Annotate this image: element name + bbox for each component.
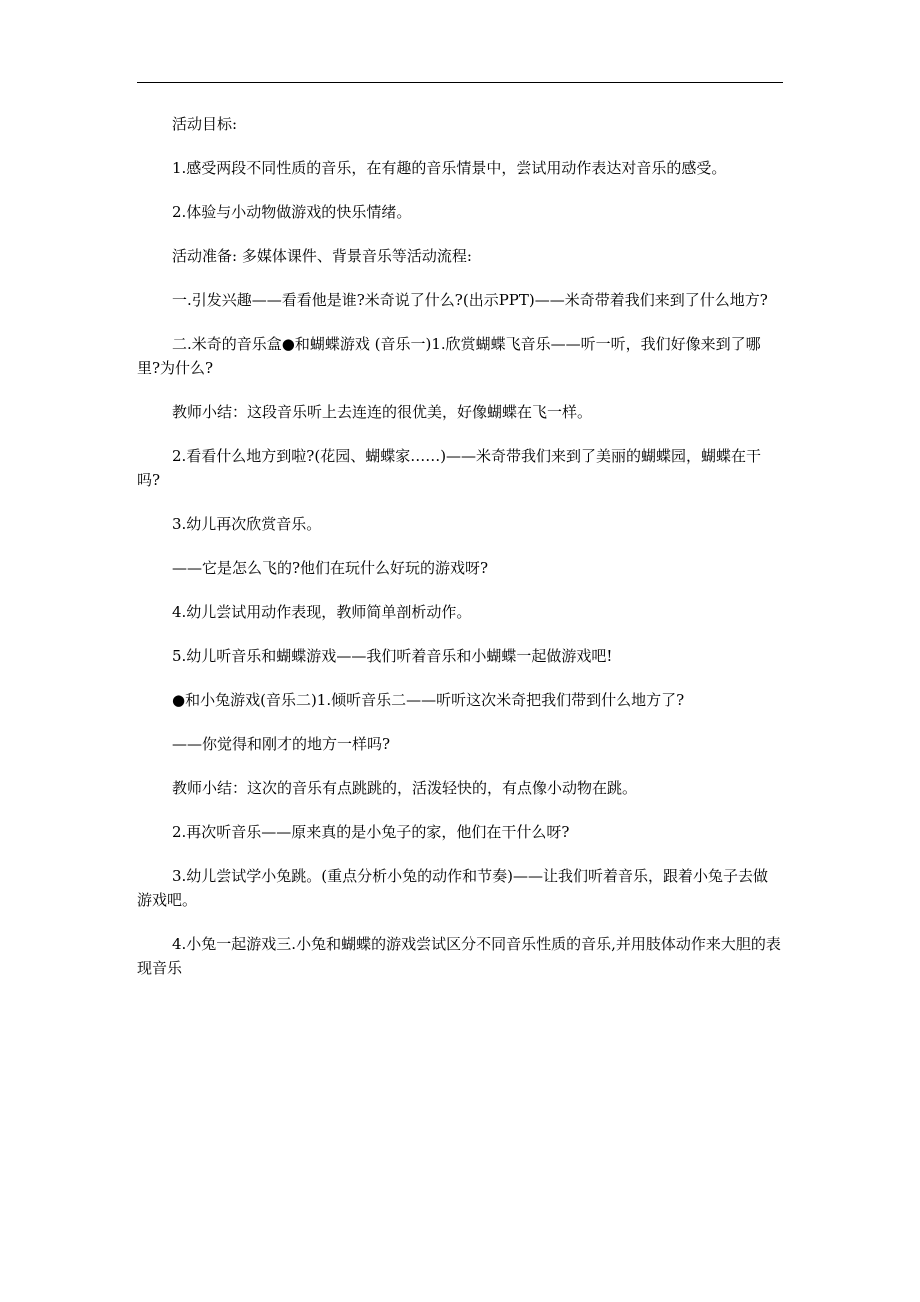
paragraph-goal-2: 2.体验与小动物做游戏的快乐情绪。 — [172, 203, 412, 221]
paragraph-rabbit-4: 4.小兔一起游戏三.小兔和蝴蝶的游戏尝试区分不同音乐性质的音乐,并用肢体动作来大胆的表现音乐 — [137, 935, 781, 977]
paragraph-rabbit-question: ——你觉得和刚才的地方一样吗? — [172, 735, 391, 753]
paragraph-butterfly-4: 4.幼儿尝试用动作表现，教师简单剖析动作。 — [172, 603, 472, 621]
header-rule — [137, 82, 783, 83]
paragraph-activity-goals-heading: 活动目标: — [172, 115, 238, 133]
paragraph-butterfly-5: 5.幼儿听音乐和蝴蝶游戏——我们听着音乐和小蝴蝶一起做游戏吧! — [172, 647, 613, 665]
paragraph-preparation: 活动准备: 多媒体课件、背景音乐等活动流程: — [172, 247, 472, 265]
paragraph-butterfly-3: 3.幼儿再次欣赏音乐。 — [172, 515, 322, 533]
paragraph-rabbit-1: ●和小兔游戏(音乐二)1.倾听音乐二——听听这次米奇把我们带到什么地方了? — [172, 691, 685, 709]
paragraph-rabbit-2: 2.再次听音乐——原来真的是小兔子的家，他们在干什么呀? — [172, 823, 570, 841]
paragraph-rabbit-3: 3.幼儿尝试学小兔跳。(重点分析小兔的动作和节奏)——让我们听着音乐，跟着小兔子去做游戏吧。 — [137, 867, 769, 909]
paragraph-butterfly-question: ——它是怎么飞的?他们在玩什么好玩的游戏呀? — [172, 559, 489, 577]
paragraph-step-2: 二.米奇的音乐盒●和蝴蝶游戏 (音乐一)1.欣赏蝴蝶飞音乐——听一听，我们好像来到了哪里?为什么? — [137, 335, 761, 377]
paragraph-butterfly-2: 2.看看什么地方到啦?(花园、蝴蝶家……)——米奇带我们来到了美丽的蝴蝶园，蝴蝶在干吗? — [137, 447, 762, 489]
document-body — [137, 112, 783, 1000]
paragraph-teacher-summary-1: 教师小结：这段音乐听上去连连的很优美，好像蝴蝶在飞一样。 — [172, 403, 593, 421]
paragraph-goal-1: 1.感受两段不同性质的音乐，在有趣的音乐情景中，尝试用动作表达对音乐的感受。 — [172, 159, 727, 177]
paragraph-step-1: 一.引发兴趣——看看他是谁?米奇说了什么?(出示PPT)——米奇带着我们来到了什么地方? — [172, 291, 768, 309]
paragraph-teacher-summary-2: 教师小结：这次的音乐有点跳跳的，活泼轻快的，有点像小动物在跳。 — [172, 779, 638, 797]
